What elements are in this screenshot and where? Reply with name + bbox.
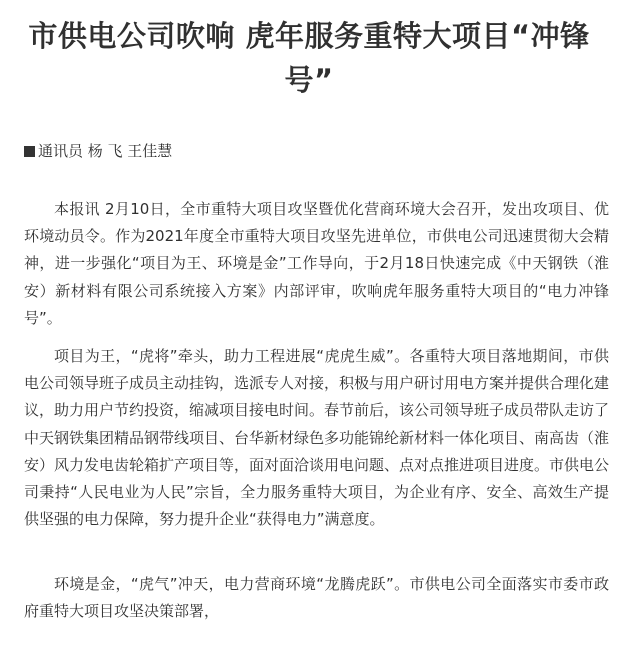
- article-paragraph-2: 项目为王，“虎将”牵头，助力工程进展“虎虎生威”。各重特大项目落地期间，市供电公司领导班子成员主动挂钩，选派专人对接，积极与用户研讨用电方案并提供合理化建议，助力用户节约投资，缩减项目接电时间。春节前后，该公司领导班子成员带队走访了中天钢铁集团精品钢带线项目、台华新材绿色多功能锦纶新材料一体化项目、南高齿（淮安）风力发电齿轮箱扩产项目等，面对面洽谈用电问题、点对点推进项目进度。市供电公司秉持“人民电业为人民”宗旨，全力服务重特大项目，为企业有序、安全、高效生产提供坚强的电力保障，努力提升企业“获得电力”满意度。: [24, 347, 610, 529]
- article-paragraph-3: 环境是金，“虎气”冲天，电力营商环境“龙腾虎跃”。市供电公司全面落实市委市政府重特大项目攻坚决策部署，: [24, 575, 609, 621]
- square-bullet-icon: [24, 146, 35, 157]
- article-title: 市供电公司吹响 虎年服务重特大项目“冲锋号”: [28, 19, 590, 97]
- byline-text: 通讯员 杨 飞 王佳慧: [38, 142, 173, 160]
- article-paragraph-1: 本报讯 2月10日，全市重特大项目攻坚暨优化营商环境大会召开，发出攻项目、优环境动员令。作为2021年度全市重特大项目攻坚先进单位，市供电公司迅速贯彻大会精神，进一步强化“项目为王、环境是金”工作导向，于2月18日快速完成《中天钢铁（淮安）新材料有限公司系统接入方案》内部评审，吹响虎年服务重特大项目的“电力冲锋号”。: [24, 200, 609, 327]
- byline: [24, 139, 172, 163]
